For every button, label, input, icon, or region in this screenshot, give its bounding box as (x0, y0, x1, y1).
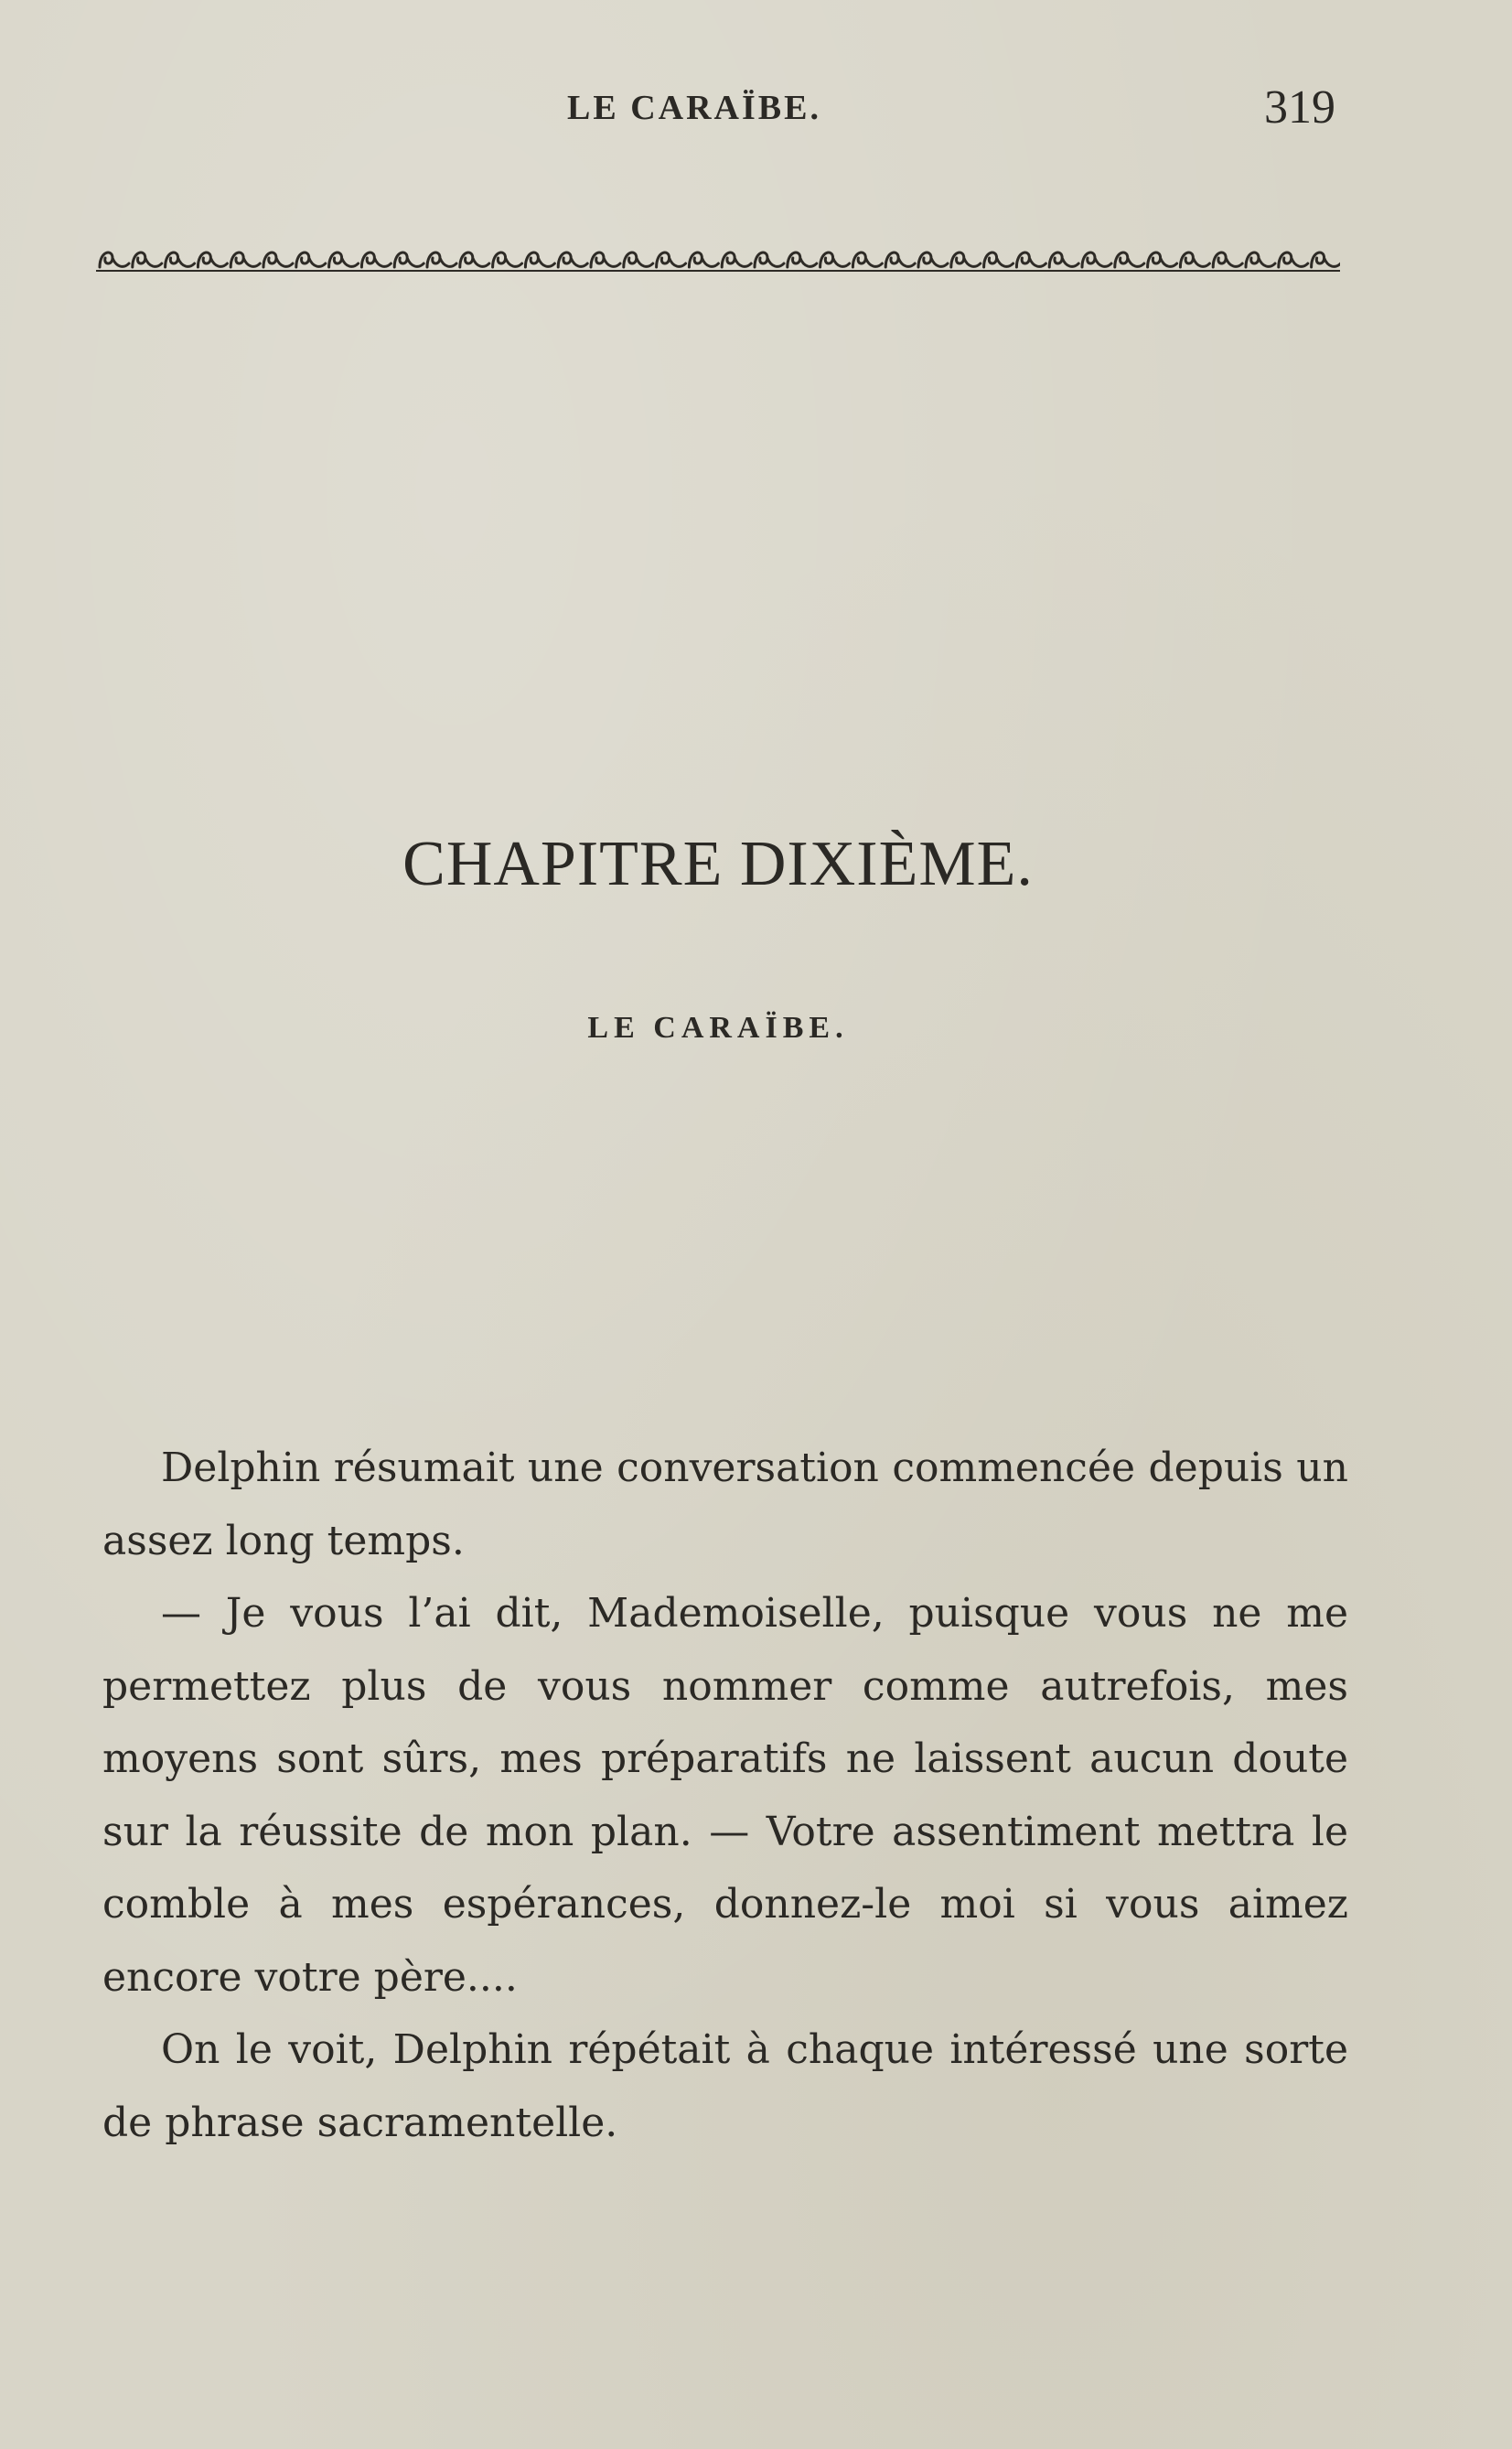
ornament-icon (96, 240, 1340, 276)
chapter-subtitle: LE CARAÏBE. (587, 1011, 849, 1045)
ornament-curls (100, 252, 1340, 267)
running-header (101, 81, 1335, 135)
paragraph-2: — Je vous l’ai dit, Mademoiselle, puisque vous ne me permettez plus de vous nommer comme autrefois, mes moyens sont sûrs, mes préparatifs ne laissent aucun doute sur la réussite de mon plan. — Votre assentiment mettra le comble à mes espérances, donnez-le moi si vous aimez encore votre père.... (102, 1590, 1348, 2001)
chapter-title: CHAPITRE DIXIÈME. (402, 829, 1034, 899)
running-title: LE CARAÏBE. (567, 89, 821, 127)
page-number: 319 (1264, 81, 1335, 134)
paragraph-3: On le voit, Delphin répétait à chaque intéressé une sorte de phrase sacramentelle. (102, 2026, 1348, 2146)
paragraph-1: Delphin résumait une conversation commencée depuis un assez long temps. (102, 1445, 1348, 1564)
body-text (102, 1432, 1348, 2159)
decorative-ornament-rule (96, 240, 1340, 276)
